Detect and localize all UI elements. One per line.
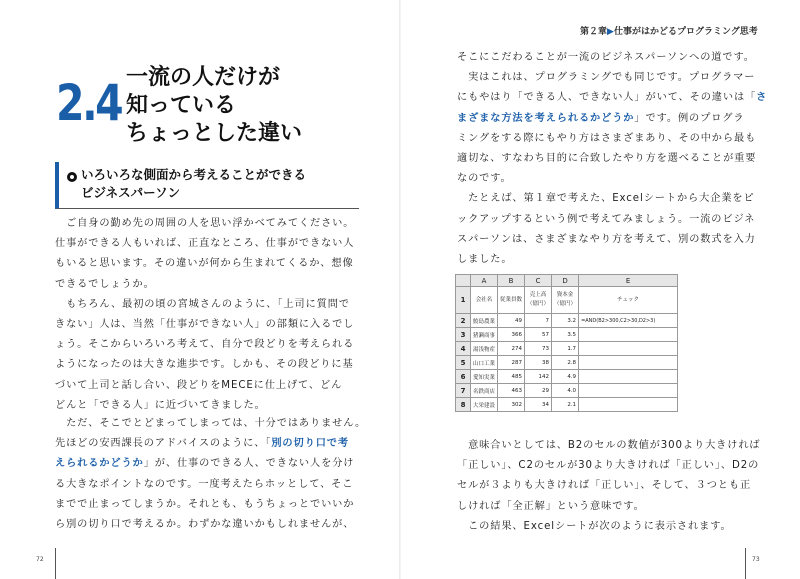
text-line: セルが３よりも大きければ「正しい」、そして、３つとも正 [457,480,752,492]
header-cell: 従業員数 [498,287,525,314]
text-line: できるでしょうか。 [55,278,155,290]
text-line: 「正しい」、C2のセルが30より大きければ「正しい」、D2の [457,460,760,472]
sales-cell: 38 [525,356,552,370]
text-line: ただ、そこでとどまってしまっては、十分ではありません。 [55,418,367,429]
column-header: A [471,275,498,287]
check-cell [579,342,678,356]
employees-cell: 287 [498,356,525,370]
column-header: E [579,275,678,287]
employees-cell: 485 [498,370,525,384]
section-title-line: 一流の人だけが [126,65,281,90]
text-line: づいて上司と話し合い、段どりをMECEに仕上げて、どん [55,379,343,391]
row-number: 2 [456,314,471,328]
text-span: 先ほどの安西課長のアドバイスのように、「 [55,438,272,450]
text-line [55,434,367,454]
employees-cell: 274 [498,342,525,356]
table-row [456,370,678,384]
body-paragraph [55,214,367,416]
text-line: なのです。 [457,173,512,185]
employees-cell: 366 [498,328,525,342]
header-line: 売上高 [529,292,547,298]
text-line [457,109,769,129]
check-cell [579,370,678,384]
header-line: （億円） [527,301,550,307]
text-span: 」が、仕事のできる人、できない人を分け [143,458,355,470]
column-header-row [456,275,678,287]
capital-cell: 3.5 [552,328,579,342]
text-line: この結果、Excelシートが次のように表示されます。 [457,520,732,532]
text-line: 実はこれは、プログラミングでも同じです。プログラマー [457,72,756,84]
header-line: 資本金 [556,292,574,298]
sales-cell: 73 [525,342,552,356]
sales-cell: 29 [525,384,552,398]
row-number: 3 [456,328,471,342]
body-paragraph [457,48,769,270]
text-line [55,454,367,474]
subheading-text [81,166,306,202]
highlight-text: まざまな方法を考えられるかどうか [457,112,635,124]
capital-cell: 2.8 [552,356,579,370]
company-cell: 山口工業 [471,356,498,370]
column-header: C [525,275,552,287]
employees-cell: 49 [498,314,525,328]
table-row [456,328,678,342]
column-header: B [498,275,525,287]
text-span: 」です。例のプログラ [634,112,745,124]
chapter-title: 仕事がはかどるプログラミング思考 [613,27,758,37]
text-line: 意味合いとしては、B2のセルの数値が300より大きければ [457,440,761,451]
bullet-icon [67,172,77,182]
capital-cell: 2.1 [552,398,579,412]
check-cell [579,384,678,398]
company-cell: 猪瀬商事 [471,328,498,342]
sales-cell: 34 [525,398,552,412]
capital-cell: 4.0 [552,384,579,398]
body-paragraph [55,414,367,535]
table-row [456,287,678,314]
text-line: る大きなポイントなのです。一度考えたらホッとして、そこ [55,478,354,490]
capital-cell: 1.7 [552,342,579,356]
subheading-line: ビジネスパーソン [81,185,181,200]
page-number-left: 72 [36,556,44,563]
text-line: そこにこだわることが一流のビジネスパーソンへの道です。 [457,52,755,63]
sales-cell: 7 [525,314,552,328]
spreadsheet-figure [455,274,678,412]
section-number: 2.4 [56,74,122,132]
header-cell: チェック [579,287,678,314]
highlight-text: 別の切り口で考 [271,438,349,450]
company-cell: 名鉄商店 [471,384,498,398]
column-header: D [552,275,579,287]
row-number: 1 [456,287,471,314]
formula-cell: =AND(B2>300,C2>30,D2>3) [579,314,678,328]
text-line: たとえば、第１章で考えた、Excelシートから大企業をピ [457,193,755,205]
text-line: しました。 [457,254,513,266]
text-line: しければ「全正解」という意味です。 [457,500,645,512]
subheading-box [55,162,359,209]
folio-bar [745,548,746,579]
header-cell [525,287,552,314]
text-line: スパーソンは、さまざまなやり方を考えて、別の数式を入力 [457,233,756,245]
text-line: ようになったのは大きな進歩です。しかも、その段どりに基 [55,359,354,371]
company-cell: 愛知実業 [471,370,498,384]
check-cell [579,356,678,370]
text-line: もちろん、最初の頃の宮城さんのように、「上司に質問で [55,298,350,310]
text-line: ょう。そこからいろいろ考えて、自分で段どりを考えられる [55,339,355,351]
sales-cell: 142 [525,370,552,384]
company-cell: 大栄建設 [471,398,498,412]
header-cell [552,287,579,314]
table-row [456,342,678,356]
sales-cell: 57 [525,328,552,342]
page-number-right: 73 [752,556,760,563]
row-number: 4 [456,342,471,356]
header-line: （億円） [554,301,577,307]
row-number: 5 [456,356,471,370]
text-line: ミングをする際にもやり方はさまざまあり、その中から最も [457,132,757,144]
employees-cell: 463 [498,384,525,398]
table-row [456,398,678,412]
company-cell: 鮫島農業 [471,314,498,328]
table-row [456,356,678,370]
chapter-label: 第２章 [580,27,608,37]
text-line [457,88,769,108]
body-paragraph [457,436,769,537]
text-span: にもやはり「できる人、できない人」がいて、その違いは「 [457,92,757,104]
table-row [456,384,678,398]
text-line: ら別の切り口で考えるか。わずかな違いかもしれませんが、 [55,519,355,531]
company-cell: 湯浅物産 [471,342,498,356]
section-title [126,64,302,148]
check-cell [579,398,678,412]
header-cell: 会社名 [471,287,498,314]
row-number: 7 [456,384,471,398]
highlight-text: えられるかどうか [55,458,144,470]
text-line: どんと「できる人」に近づいてきました。 [55,399,266,411]
employees-cell: 302 [498,398,525,412]
folio-bar [55,548,56,579]
row-number: 8 [456,398,471,412]
capital-cell: 4.9 [552,370,579,384]
arrow-icon: ▶ [607,27,614,37]
text-line: 仕事ができる人もいれば、正直なところ、仕事ができない人 [55,238,355,250]
corner-cell [456,275,471,287]
capital-cell: 3.2 [552,314,579,328]
row-number: 6 [456,370,471,384]
text-line: もいると思います。その違いが何から生まれてくるか、想像 [55,258,354,270]
text-line: きない」人は、当然「仕事ができない人」の部類に入るでし [55,319,355,331]
text-line: ックアップするという例で考えてみましょう。一流のビジネ [457,213,756,225]
section-title-line: ちょっとした違い [126,121,303,146]
running-head [580,24,758,37]
text-line: ご自身の勤め先の周囲の人を思い浮かべてみてください。 [55,218,355,229]
subheading-line: いろいろな側面から考えることができる [81,167,307,182]
section-title-line: 知っている [126,93,237,118]
check-cell [579,328,678,342]
text-line: 適切な、すなわち目的に合致したやり方を選べることが重要 [457,153,757,165]
table-row [456,314,678,328]
highlight-text: さ [756,92,768,104]
text-line: までで止まってしまうか。それとも、もうちょっとでいいか [55,498,355,510]
